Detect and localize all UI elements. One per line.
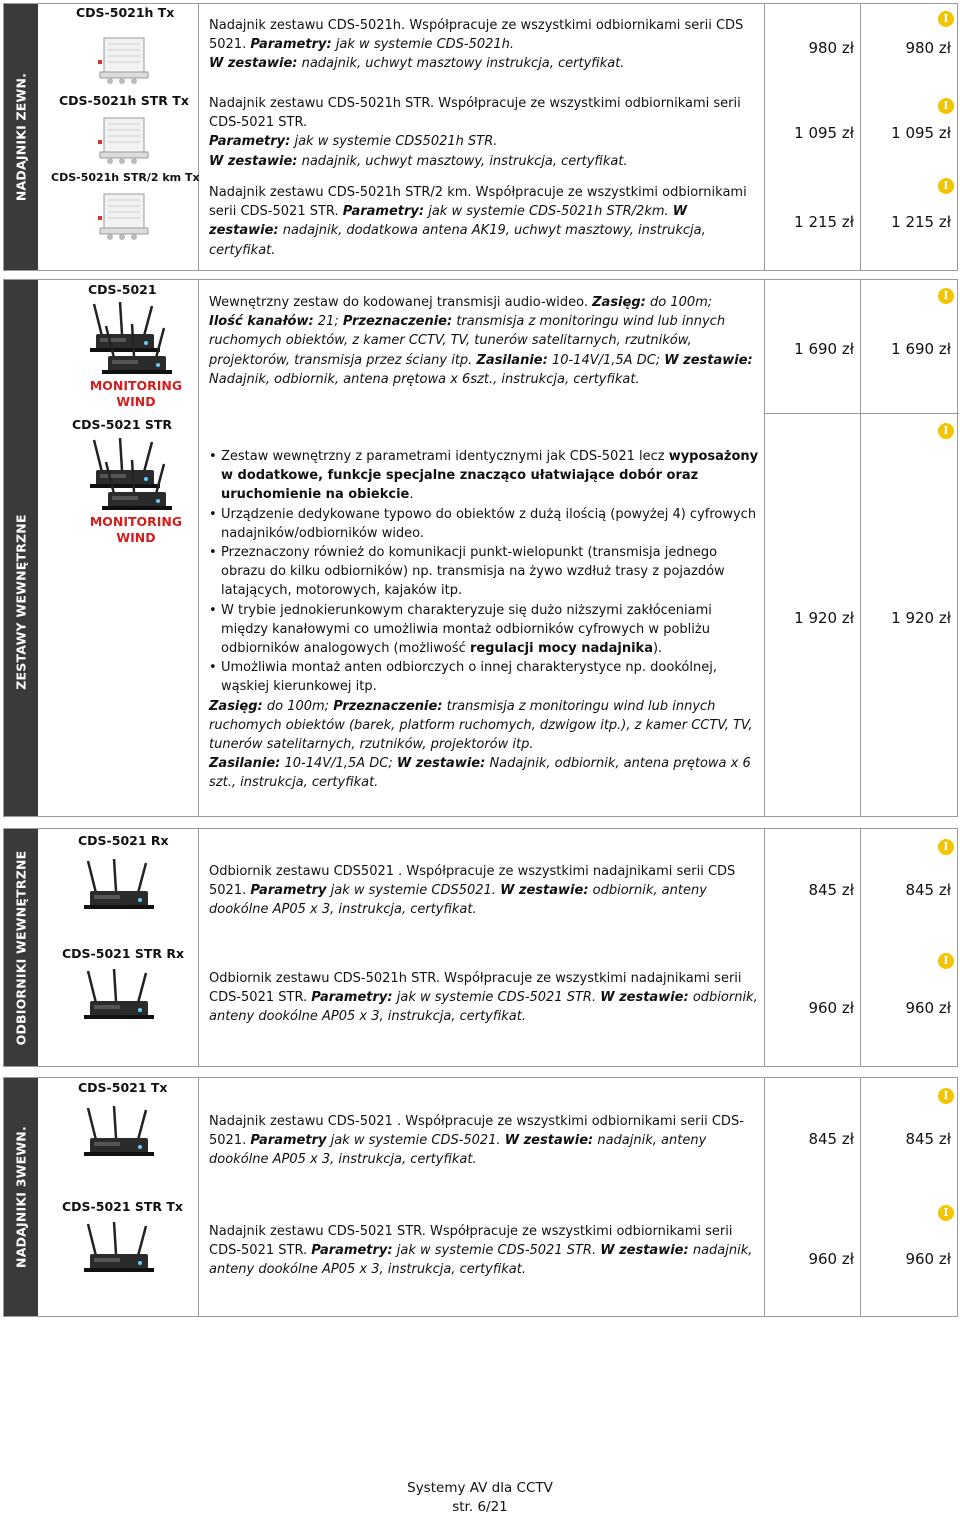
info-icon[interactable]: I (938, 953, 954, 969)
footer-title: Systemy AV dla CCTV (407, 1480, 553, 1496)
section-band (4, 4, 38, 270)
price-gross: 845 zł (905, 1130, 951, 1148)
section-indoor-receivers (3, 828, 958, 1067)
info-icon[interactable]: I (938, 423, 954, 439)
product-name: CDS-5021h STR Tx (59, 93, 189, 108)
product-name: CDS-5021 Tx (78, 1080, 168, 1095)
price-net: 1 095 zł (794, 124, 854, 142)
section-outdoor-transmitters (3, 3, 958, 271)
product-name: CDS-5021 STR Rx (62, 946, 185, 961)
price-net: 980 zł (808, 39, 854, 57)
product-photo (96, 116, 152, 166)
price-gross: 1 095 zł (891, 124, 951, 142)
product-description: Nadajnik zestawu CDS-5021h. Współpracuje ze wszystkimi odbiornikami serii CDS 5021. Parametry: jak w systemie CDS-5021h. W zestawie: nadajnik, uchwyt masztowy instrukcja, certyfikat. (209, 18, 744, 72)
price-net: 1 215 zł (794, 213, 854, 231)
product-description: Nadajnik zestawu CDS-5021 STR. Współpracuje ze wszystkimi odbiornikami serii CDS-5021 STR. Parametry: jak w systemie CDS-5021 STR. W zestawie: nadajnik, anteny dookólne AP05 x 3, instrukcja, certyfikat. (209, 1224, 753, 1278)
info-icon[interactable]: I (938, 839, 954, 855)
monitoring-wind-label: MONITORING WIND (89, 378, 183, 409)
product-photo (82, 859, 162, 915)
price-net: 1 920 zł (794, 609, 854, 627)
price-net: 960 zł (808, 1250, 854, 1268)
price-gross: 960 zł (905, 999, 951, 1017)
product-photo (88, 302, 178, 378)
product-photo (96, 36, 152, 86)
info-icon[interactable]: I (938, 1205, 954, 1221)
section-band (4, 280, 38, 816)
price-gross: 1 215 zł (891, 213, 951, 231)
product-name: CDS-5021h STR/2 km Tx (51, 171, 200, 184)
product-photo (96, 192, 152, 242)
feature-item: • Umożliwia montaż anten odbiorczych o innej charakterystyce np. dookólnej, wąskiej kierunkowej itp. (209, 658, 759, 696)
info-icon[interactable]: I (938, 98, 954, 114)
price-gross: 980 zł (905, 39, 951, 57)
info-icon[interactable]: I (938, 1088, 954, 1104)
product-description: • Zestaw wewnętrzny z parametrami identycznymi jak CDS-5021 lecz wyposażony w dodatkowe, funkcje specjalne znacząco ułatwiające dobór oraz uruchomienie na obiekcie. • Urządzenie dedykowane typowo do obiektów z dużą ilością (powyżej 4) cyfrowych nadajników/odbiorników wideo. • Przeznaczony również do komunikacji punkt-wielopunkt (transmisja jednego obrazu do kilku odbiorników) np. transmisja na żywo wzdłuż trasy z pojazdów latających, motorowych, kajaków itp. • W trybie jednokierunkowym charakteryzuje się dużo niższymi zakłóceniami między kanałowymi co umożliwia montaż odbiorników cyfrowych w pobliżu odbiorników analogowych (możliwość regulacji mocy nadajnika). • Umożliwia montaż anten odbiorczych o innej charakterystyce np. dookólnej, wąskiej kierunkowej itp. Zasięg: do 100m; Przeznaczenie: transmisja z monitoringu wind lub innych ruchomych obiektów (barek, platform ruchomych, dzwigow itp.), z kamer CCTV, TV, tunerów satelitarnych, rzutników, projektorów itp. Zasilanie: 10-14V/1,5A DC; W zestawie: Nadajnik, odbiornik, antena prętowa x 6 szt., instrukcja, certyfikat. (209, 447, 759, 793)
product-description: Nadajnik zestawu CDS-5021h STR. Współpracuje ze wszystkimi odbiornikami serii CDS-5021 STR. Parametry: jak w systemie CDS5021h STR. W zestawie: nadajnik, uchwyt masztowy, instrukcja, certyfikat. (209, 96, 741, 169)
price-net: 845 zł (808, 1130, 854, 1148)
section-band (4, 829, 38, 1066)
price-gross: 960 zł (905, 1250, 951, 1268)
product-description: Odbiornik zestawu CDS5021 . Współpracuje ze wszystkimi nadajnikami serii CDS 5021. Parametry jak w systemie CDS5021. W zestawie: odbiornik, anteny dookólne AP05 x 3, instrukcja, certyfikat. (209, 864, 736, 918)
feature-item: • W trybie jednokierunkowym charakteryzuje się dużo niższymi zakłóceniami między kanałowymi co umożliwia montaż odbiorników cyfrowych w pobliżu odbiorników analogowych (możliwość regulacji mocy nadajnika). (209, 601, 759, 659)
product-name: CDS-5021 STR (72, 417, 173, 432)
section-label: ODBIORNIKI WEWNĘTRZNE (13, 850, 29, 1045)
section-indoor-transmitters (3, 1077, 958, 1317)
feature-item: • Przeznaczony również do komunikacji punkt-wielopunkt (transmisja jednego obrazu do kilku odbiorników) np. transmisja na żywo wzdłuż trasy z pojazdów latających, motorowych, kajaków itp. (209, 543, 759, 601)
product-description: Nadajnik zestawu CDS-5021 . Współpracuje ze wszystkimi odbiornikami serii CDS-5021. Parametry jak w systemie CDS-5021. W zestawie: nadajnik, anteny dookólne AP05 x 3, instrukcja, certyfikat. (209, 1114, 744, 1168)
product-name: CDS-5021h Tx (76, 5, 175, 20)
product-description: Nadajnik zestawu CDS-5021h STR/2 km. Współpracuje ze wszystkimi odbiornikami serii CDS-5021 STR. Parametry: jak w systemie CDS-5021h STR/2km. W zestawie: nadajnik, dodatkowa antena AK19, uchwyt masztowy, instrukcja, certyfikat. (209, 185, 747, 258)
price-gross: 1 920 zł (891, 609, 951, 627)
section-label: ZESTAWY WEWNĘTRZNE (13, 514, 29, 690)
info-icon[interactable]: I (938, 11, 954, 27)
footer-page-number: str. 6/21 (452, 1499, 508, 1515)
price-net: 1 690 zł (794, 340, 854, 358)
section-band (4, 1078, 38, 1316)
product-name: CDS-5021 STR Tx (62, 1199, 183, 1214)
section-label: NADAJNIKI ZEWN. (13, 72, 29, 202)
section-indoor-sets (3, 279, 958, 817)
product-name: CDS-5021 (88, 282, 157, 297)
feature-item: • Urządzenie dedykowane typowo do obiektów z dużą ilością (powyżej 4) cyfrowych nadajników/odbiorników wideo. (209, 505, 759, 543)
product-photo (82, 969, 162, 1025)
section-label: NADAJNIKI 3WEWN. (13, 1126, 29, 1268)
product-description: Odbiornik zestawu CDS-5021h STR. Współpracuje ze wszystkimi nadajnikami serii CDS-5021 STR. Parametry: jak w systemie CDS-5021 STR. W zestawie: odbiornik, anteny dookólne AP05 x 3, instrukcja, certyfikat. (209, 971, 758, 1025)
product-photo (88, 438, 178, 514)
info-icon[interactable]: I (938, 178, 954, 194)
product-photo (82, 1106, 162, 1162)
product-description: Wewnętrzny zestaw do kodowanej transmisji audio-wideo. Zasięg: do 100m; Ilość kanałów: 21; Przeznaczenie: transmisja z monitoringu wind lub innych ruchomych obiektów, z kamer CCTV, TV, tunerów satelitarnych, rzutników, projektorów, transmisja przez ściany itp. Zasilanie: 10-14V/1,5A DC; W zestawie: Nadajnik, odbiornik, antena prętowa x 6szt., instrukcja, certyfikat. (209, 295, 753, 387)
monitoring-wind-label: MONITORING WIND (89, 514, 183, 545)
product-name: CDS-5021 Rx (78, 833, 169, 848)
price-gross: 845 zł (905, 881, 951, 899)
product-photo (82, 1222, 162, 1278)
price-net: 960 zł (808, 999, 854, 1017)
info-icon[interactable]: I (938, 288, 954, 304)
price-gross: 1 690 zł (891, 340, 951, 358)
price-net: 845 zł (808, 881, 854, 899)
feature-item: • Zestaw wewnętrzny z parametrami identycznymi jak CDS-5021 lecz wyposażony w dodatkowe, funkcje specjalne znacząco ułatwiające dobór oraz uruchomienie na obiekcie. (209, 447, 759, 505)
